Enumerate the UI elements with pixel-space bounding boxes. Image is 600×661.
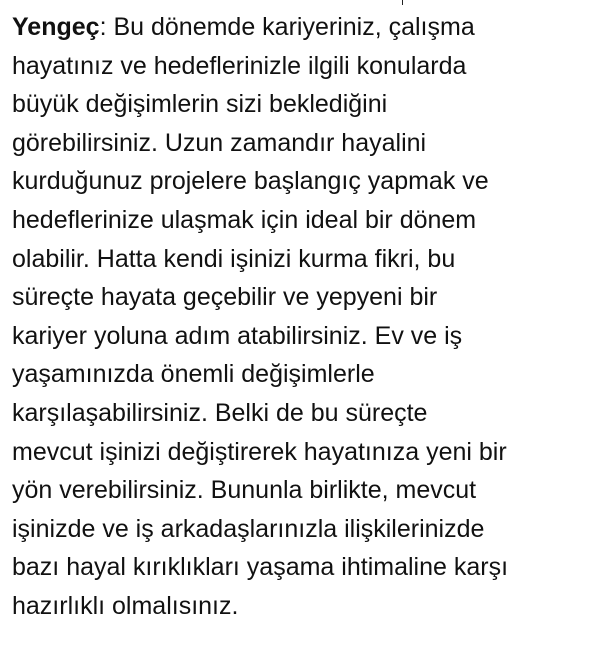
text-line-6: hedeflerinize ulaşmak için ideal bir dönem: [12, 205, 477, 234]
text-line-5: kurduğunuz projelere başlangıç yapmak ve: [12, 167, 489, 196]
text-line-13: yön verebilirsiniz. Bununla birlikte, mevcut: [12, 476, 477, 505]
line-text: Bu dönemde kariyeriniz, çalışma: [113, 13, 475, 41]
top-tick-mark: [402, 0, 403, 5]
text-line-12: mevcut işinizi değiştirerek hayatınıza yeni bir: [12, 437, 507, 466]
text-line-4: görebilirsiniz. Uzun zamandır hayalini: [12, 128, 427, 157]
sign-separator: :: [99, 13, 114, 41]
text-line-11: karşılaşabilirsiniz. Belki de bu süreçte: [12, 398, 428, 427]
text-line-14: işinizde ve iş arkadaşlarınızla ilişkilerinizde: [12, 514, 485, 543]
text-line-8: süreçte hayata geçebilir ve yepyeni bir: [12, 283, 438, 312]
horoscope-paragraph: [12, 8, 592, 626]
text-line-16: hazırlıklı olmalısınız.: [12, 591, 239, 620]
sign-name: Yengeç: [12, 13, 100, 41]
text-line-15: bazı hayal kırıklıkları yaşama ihtimaline karşı: [12, 553, 509, 582]
text-line-2: hayatınız ve hedeflerinizle ilgili konularda: [12, 51, 467, 80]
text-line-1: [12, 8, 592, 47]
text-line-9: kariyer yoluna adım atabilirsiniz. Ev ve iş: [12, 321, 463, 350]
text-line-10: yaşamınızda önemli değişimlerle: [12, 360, 375, 389]
text-line-3: büyük değişimlerin sizi beklediğini: [12, 90, 388, 119]
text-line-7: olabilir. Hatta kendi işinizi kurma fikri, bu: [12, 244, 456, 273]
